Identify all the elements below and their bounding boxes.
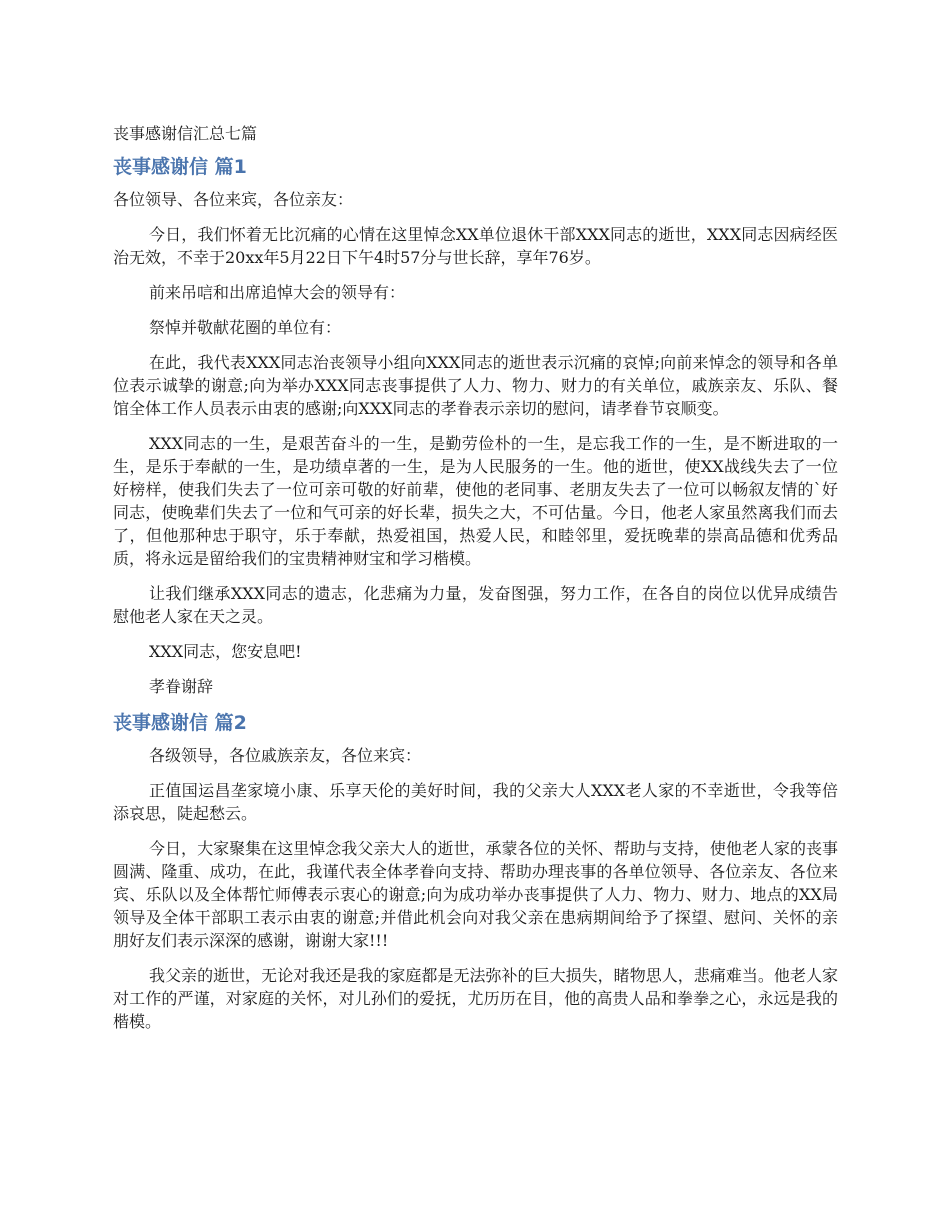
salutation: 各级领导，各位戚族亲友，各位来宾：	[149, 746, 422, 765]
paragraph: 我父亲的逝世，无论对我还是我的家庭都是无法弥补的巨大损失，睹物思人，悲痛难当。他老人家对工作的严谨，对家庭的关怀，对儿孙们的爱抚，尤历历在目，他的高贵人品和拳拳之心，永远是我的楷模。	[113, 966, 838, 1031]
paragraph: XXX同志的一生，是艰苦奋斗的一生，是勤劳俭朴的一生，是忘我工作的一生，是不断进取的一生，是乐于奉献的一生，是功绩卓著的一生，是为人民服务的一生。他的逝世，使XX战线失去了一位好榜样，使我们失去了一位可亲可敬的好前辈，使他的老同事、老朋友失去了一位可以畅叙友情的`好同志，使晚辈们失去了一位和气可亲的好长辈，损失之大，不可估量。今日，他老人家虽然离我们而去了，但他那种忠于职守，乐于奉献，热爱祖国，热爱人民，和睦邻里，爱抚晚辈的崇高品德和优秀品质，将永远是留给我们的宝贵精神财宝和学习楷模。	[113, 434, 838, 568]
paragraph: 在此，我代表XXX同志治丧领导小组向XXX同志的逝世表示沉痛的哀悼;向前来悼念的领导和各单位表示诚挚的谢意;向为举办XXX同志丧事提供了人力、物力、财力的有关单位，戚族亲友、乐队、餐馆全体工作人员表示由衷的感谢;向XXX同志的孝眷表示亲切的慰问，请孝眷节哀顺变。	[113, 353, 838, 418]
section-heading: 丧事感谢信 篇2	[113, 712, 247, 734]
section-1	[113, 154, 838, 698]
section-heading: 丧事感谢信 篇1	[113, 156, 247, 178]
paragraph: 今日，我们怀着无比沉痛的心情在这里悼念XX单位退休干部XXX同志的逝世，XXX同志因病经医治无效，不幸于20xx年5月22日下午4时57分与世长辞，享年76岁。	[113, 225, 838, 267]
signature-line: 孝眷谢辞	[149, 677, 214, 696]
section-2	[113, 710, 838, 1033]
document-title: 丧事感谢信汇总七篇	[113, 124, 258, 143]
paragraph: 让我们继承XXX同志的遗志，化悲痛为力量，发奋图强，努力工作，在各自的岗位以优异成绩告慰他老人家在天之灵。	[113, 584, 838, 626]
paragraph: 前来吊唁和出席追悼大会的领导有：	[149, 283, 406, 302]
salutation: 各位领导、各位来宾，各位亲友：	[113, 190, 354, 209]
paragraph: 祭悼并敬献花圈的单位有：	[149, 318, 342, 337]
document-page	[113, 122, 838, 1045]
paragraph: 正值国运昌垄家境小康、乐享天伦的美好时间，我的父亲大人XXX老人家的不幸逝世，令我等倍添哀思，陡起愁云。	[113, 781, 838, 823]
paragraph: 今日，大家聚集在这里悼念我父亲大人的逝世，承蒙各位的关怀、帮助与支持，使他老人家的丧事圆满、隆重、成功，在此，我谨代表全体孝眷向支持、帮助办理丧事的各单位领导、各位亲友、各位来宾、乐队以及全体帮忙师傅表示衷心的谢意;向为成功举办丧事提供了人力、物力、财力、地点的XX局领导及全体干部职工表示由衷的谢意;并借此机会向对我父亲在患病期间给予了探望、慰问、关怀的亲朋好友们表示深深的感谢，谢谢大家!!!	[113, 839, 838, 950]
paragraph: XXX同志，您安息吧!	[149, 642, 302, 661]
